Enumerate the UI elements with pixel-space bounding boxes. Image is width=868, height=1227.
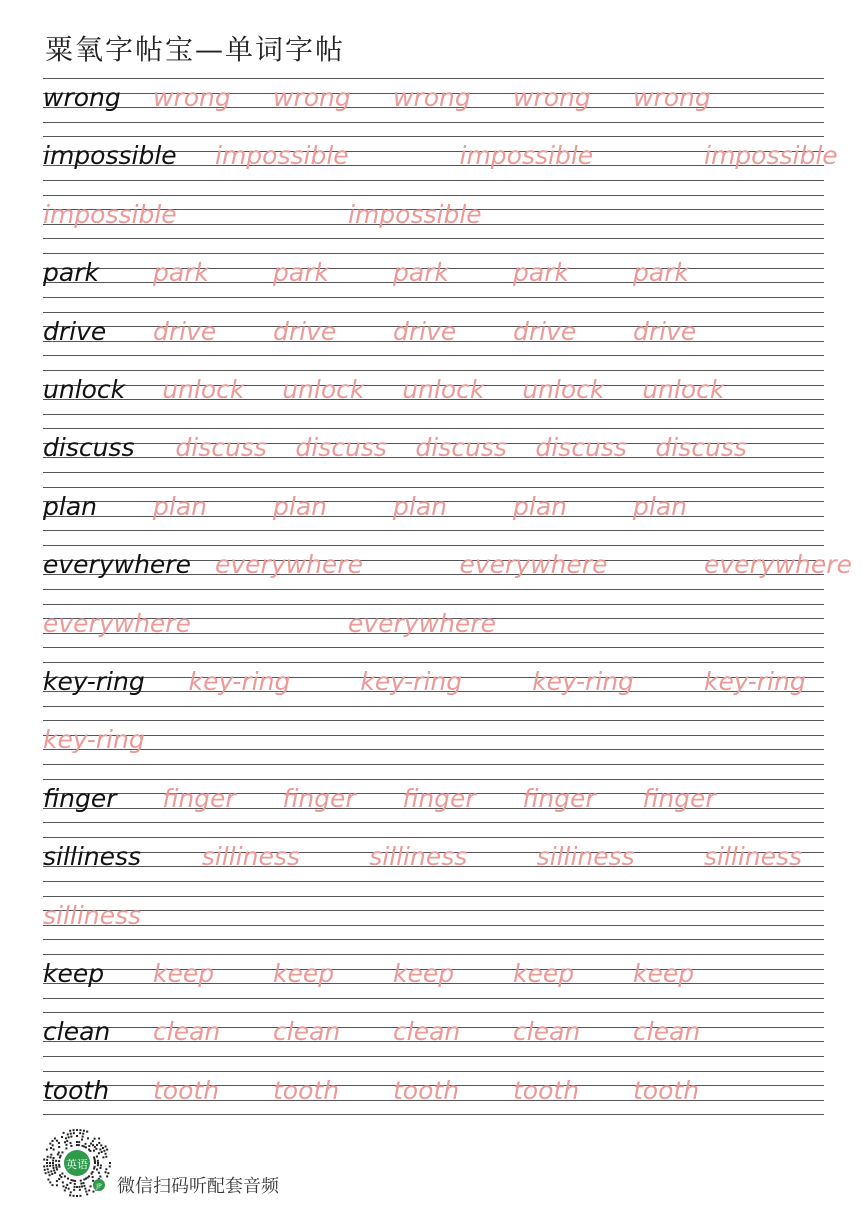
trace-word: everywhere	[348, 608, 496, 638]
trace-word: impossible	[459, 141, 594, 171]
model-word: unlock	[43, 375, 126, 404]
ruled-line	[43, 180, 824, 181]
ruled-line	[43, 822, 824, 823]
trace-word: drive	[513, 316, 577, 346]
model-word: tooth	[43, 1075, 110, 1105]
practice-row	[43, 487, 824, 531]
trace-word: park	[393, 258, 449, 288]
ruled-line	[43, 896, 824, 897]
trace-word: discuss	[295, 433, 387, 463]
trace-word: drive	[153, 316, 217, 346]
ruled-line	[43, 414, 824, 415]
ruled-line	[43, 1012, 824, 1013]
ruled-line	[43, 472, 824, 473]
practice-row	[43, 370, 824, 414]
trace-word: discuss	[535, 433, 627, 463]
trace-word: clean	[153, 1017, 221, 1047]
model-word: wrong	[43, 83, 121, 112]
practice-row	[43, 545, 852, 589]
trace-word: key-ring	[532, 667, 634, 696]
trace-word: unlock	[522, 375, 605, 404]
trace-word: wrong	[273, 83, 351, 112]
ruled-line	[43, 355, 824, 356]
ruled-line	[43, 881, 824, 882]
ruled-line	[43, 545, 824, 546]
ruled-line	[43, 487, 824, 488]
trace-word: park	[633, 258, 689, 288]
trace-word: key-ring	[43, 725, 145, 755]
trace-word: park	[273, 258, 329, 288]
ruled-line	[43, 253, 824, 254]
trace-word: clean	[633, 1017, 701, 1047]
ruled-line	[43, 939, 824, 940]
ruled-line	[43, 78, 824, 79]
practice-row	[43, 312, 824, 356]
trace-word: park	[153, 258, 209, 288]
trace-word: impossible	[348, 199, 482, 229]
trace-word: impossible	[704, 141, 838, 171]
ruled-line	[43, 720, 824, 721]
trace-word: clean	[273, 1017, 341, 1047]
ruled-line	[43, 589, 824, 590]
trace-word: everywhere	[215, 550, 363, 580]
ruled-line	[43, 735, 824, 736]
practice-row	[43, 896, 824, 940]
ruled-line	[43, 647, 824, 648]
practice-row	[43, 720, 824, 764]
trace-word: plan	[153, 491, 207, 521]
trace-word: silliness	[201, 842, 300, 872]
model-word: discuss	[43, 433, 135, 463]
model-word: silliness	[43, 842, 142, 872]
trace-word: unlock	[162, 375, 245, 404]
trace-word: everywhere	[43, 608, 191, 638]
trace-word: tooth	[633, 1075, 700, 1105]
model-word: clean	[43, 1017, 111, 1047]
trace-word: discuss	[175, 433, 267, 463]
trace-word: tooth	[153, 1075, 220, 1105]
ruled-line	[43, 764, 824, 765]
ruled-line	[43, 136, 824, 137]
trace-word: impossible	[215, 141, 349, 171]
trace-word: tooth	[273, 1075, 340, 1105]
practice-row	[43, 604, 824, 648]
model-word: impossible	[43, 141, 177, 171]
trace-word: keep	[153, 959, 215, 988]
ruled-line	[43, 122, 824, 123]
trace-word: silliness	[536, 842, 635, 872]
trace-word: key-ring	[188, 667, 291, 696]
ruled-line	[43, 297, 824, 298]
trace-word: unlock	[402, 375, 485, 404]
trace-word: silliness	[369, 842, 468, 872]
trace-word: plan	[273, 491, 327, 521]
ruled-line	[43, 998, 824, 999]
trace-word: clean	[513, 1017, 581, 1047]
ruled-line	[43, 530, 824, 531]
ruled-line	[43, 195, 824, 196]
ruled-line	[43, 662, 824, 663]
trace-word: drive	[393, 316, 457, 346]
practice-row	[43, 1012, 824, 1056]
qr-center-label: 英语	[66, 1158, 88, 1171]
ruled-line	[43, 779, 824, 780]
practice-row	[43, 779, 824, 823]
trace-word: discuss	[415, 433, 507, 463]
ruled-line	[43, 312, 824, 313]
trace-word: unlock	[642, 375, 725, 404]
trace-word: plan	[393, 491, 447, 521]
ruled-line	[43, 1056, 824, 1057]
ruled-line	[43, 238, 824, 239]
model-word: keep	[43, 959, 105, 988]
qr-code-icon[interactable]	[42, 1128, 112, 1198]
trace-word: impossible	[43, 199, 177, 229]
ruled-line	[43, 954, 824, 955]
trace-word: wrong	[513, 83, 591, 112]
trace-word: finger	[162, 783, 236, 813]
trace-word: wrong	[153, 83, 231, 112]
ruled-line	[43, 604, 824, 605]
ruled-line	[43, 1114, 824, 1115]
trace-word: unlock	[282, 375, 365, 404]
page-title: 粟氧字帖宝—单词字帖	[45, 33, 346, 66]
trace-word: everywhere	[704, 550, 852, 580]
practice-row	[43, 837, 824, 881]
trace-word: key-ring	[360, 667, 463, 696]
model-word: park	[43, 258, 99, 288]
trace-word: finger	[402, 783, 476, 813]
practice-row	[43, 195, 824, 239]
trace-word: finger	[522, 783, 596, 813]
model-word: drive	[43, 316, 107, 346]
ruled-line	[43, 837, 824, 838]
footer-caption: 微信扫码听配套音频	[117, 1176, 279, 1197]
trace-word: drive	[273, 316, 337, 346]
practice-row	[43, 1071, 824, 1115]
trace-word: discuss	[655, 433, 747, 463]
trace-word: tooth	[513, 1075, 580, 1105]
trace-word: wrong	[393, 83, 471, 112]
ruled-line	[43, 428, 824, 429]
practice-row	[43, 78, 824, 122]
ruled-line	[43, 1071, 824, 1072]
trace-word: finger	[282, 783, 356, 813]
trace-word: tooth	[393, 1075, 460, 1105]
trace-word: keep	[273, 959, 335, 988]
trace-word: park	[513, 258, 569, 288]
trace-word: key-ring	[704, 667, 806, 696]
ruled-line	[43, 370, 824, 371]
trace-word: clean	[393, 1017, 461, 1047]
trace-word: finger	[642, 783, 716, 813]
trace-word: keep	[633, 959, 695, 988]
trace-word: wrong	[633, 83, 711, 112]
model-word: finger	[43, 783, 117, 813]
qr-badge-label: JP	[96, 1183, 102, 1190]
trace-word: plan	[513, 491, 567, 521]
practice-row	[43, 428, 824, 472]
trace-word: silliness	[43, 900, 142, 930]
ruled-line	[43, 706, 824, 707]
practice-row	[43, 253, 824, 297]
trace-word: silliness	[704, 842, 803, 872]
model-word: plan	[43, 491, 97, 521]
practice-row	[43, 954, 824, 998]
model-word: everywhere	[43, 550, 191, 580]
ruled-line	[43, 910, 824, 911]
trace-word: keep	[393, 959, 455, 988]
model-word: key-ring	[43, 667, 145, 696]
trace-word: keep	[513, 959, 575, 988]
practice-row	[43, 662, 824, 706]
trace-word: everywhere	[459, 550, 608, 580]
trace-word: plan	[633, 491, 687, 521]
practice-row	[43, 136, 838, 180]
trace-word: drive	[633, 316, 697, 346]
ruled-line	[43, 925, 824, 926]
ruled-line	[43, 749, 824, 750]
